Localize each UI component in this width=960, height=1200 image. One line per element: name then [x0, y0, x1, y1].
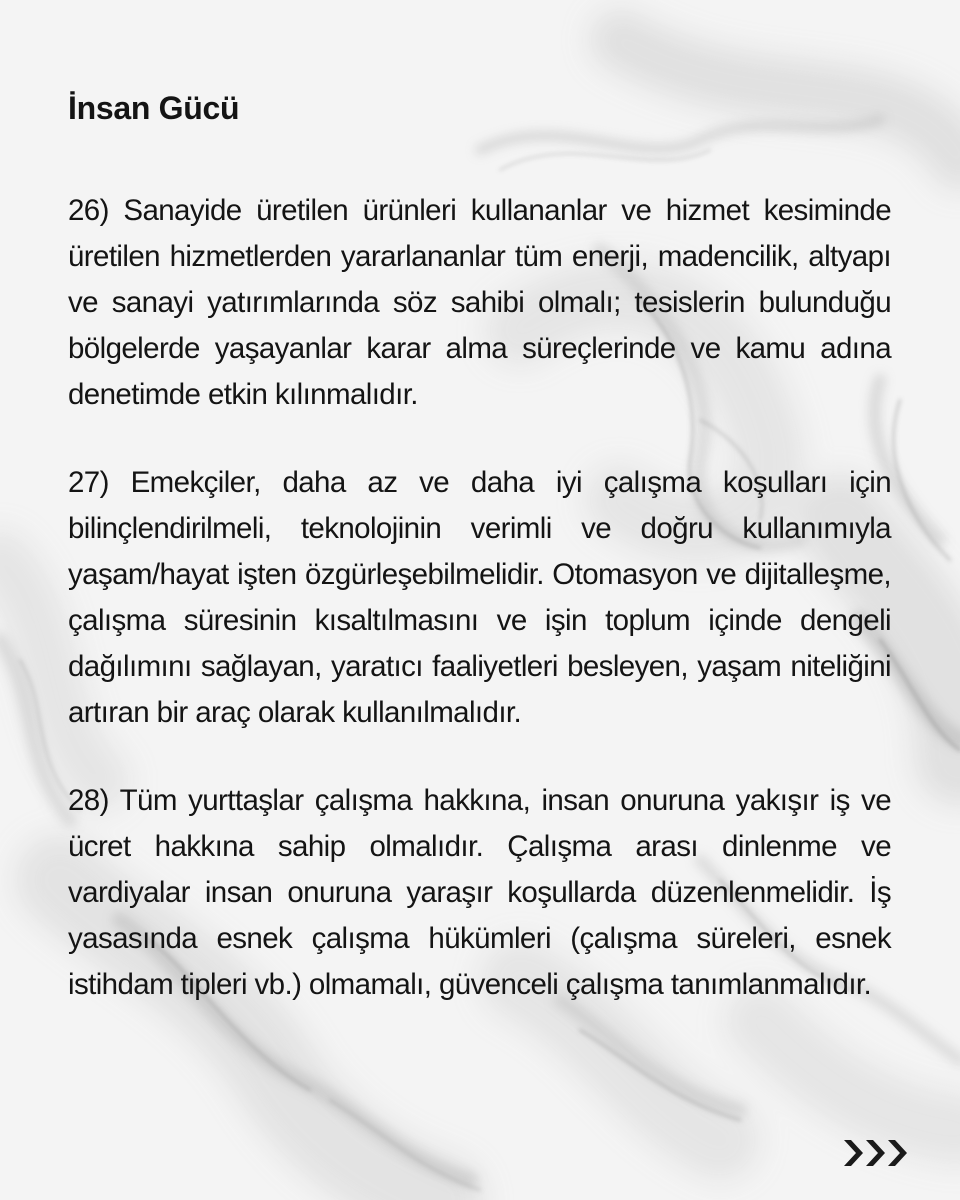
document-body [68, 78, 891, 1054]
paragraph-26: 26) Sanayide üretilen ürünleri kullananlar ve hizmet kesiminde üretilen hizmetlerden yararlananlar tüm enerji, madencilik, altyapı ve sanayi yatırımlarında söz sahibi olmalı; tesislerin bulunduğu bölgelerde yaşayanlar karar alma süreçlerinde ve kamu adına denetimde etkin kılınmalıdır. [68, 194, 891, 411]
paragraph-27: 27) Emekçiler, daha az ve daha iyi çalışma koşulları için bilinçlendirilmeli, teknolojinin verimli ve doğru kullanımıyla yaşam/hayat işten özgürleşebilmelidir. Otomasyon ve dijitalleşme, çalışma süresinin kısaltılmasını ve işin toplum içinde dengeli dağılımını sağlayan, yaratıcı faaliyetleri besleyen, yaşam niteliğini artıran bir araç olarak kullanılmalıdır. [68, 466, 891, 729]
paragraph-28: 28) Tüm yurttaşlar çalışma hakkına, insan onuruna yakışır iş ve ücret hakkına sahip olmalıdır. Çalışma arası dinlenme ve vardiyalar insan onuruna yaraşır koşullarda düzenlenmelidir. İş yasasında esnek çalışma hükümleri (çalışma süreleri, esnek istihdam tipleri vb.) olmamalı, güvenceli çalışma tanımlanmalıdır. [68, 784, 891, 1001]
page-title: İnsan Gücü [68, 90, 240, 126]
triple-chevron-right-icon[interactable] [844, 1136, 912, 1170]
